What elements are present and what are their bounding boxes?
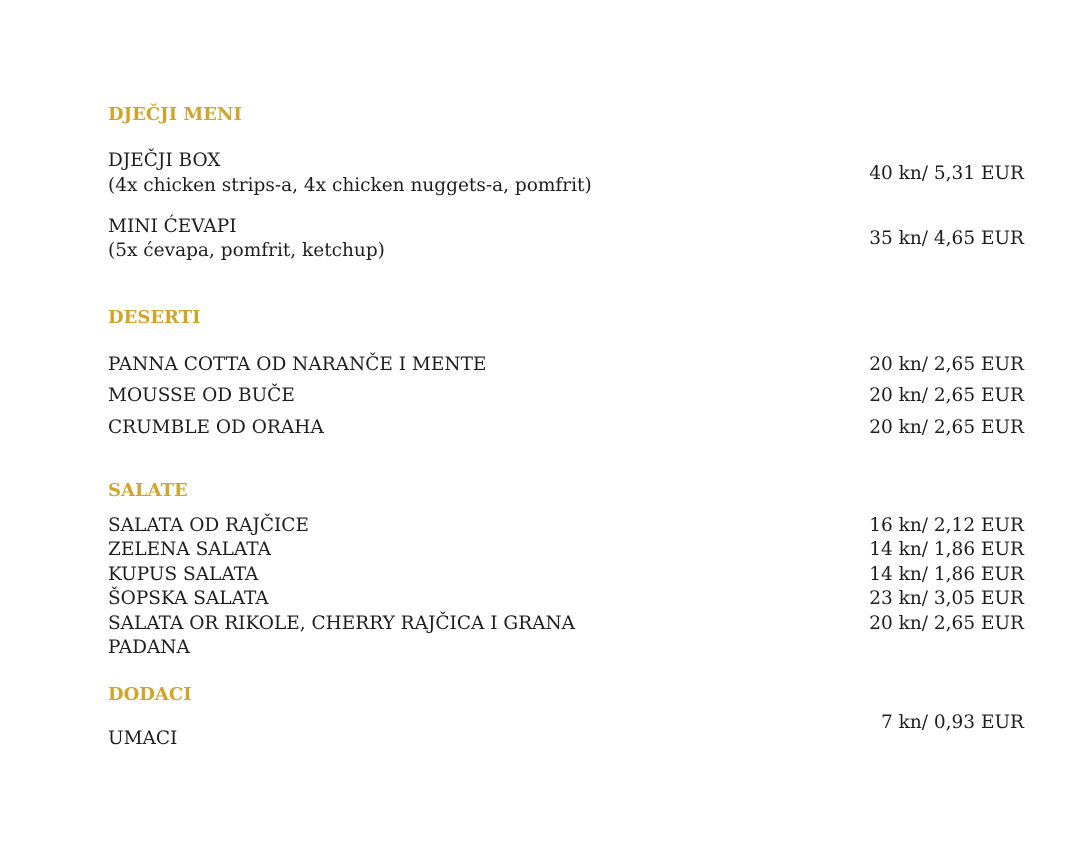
section-title-kids: DJEČJI MENI [108, 104, 242, 125]
menu-item-name: PANNA COTTA OD NARANČE I MENTE [108, 354, 487, 375]
section-title-extras: DODACI [108, 684, 192, 705]
menu-item-price: 23 kn/ 3,05 EUR [869, 588, 1024, 609]
menu-item-price: 20 kn/ 2,65 EUR [869, 354, 1024, 375]
menu-item-name: ŠOPSKA SALATA [108, 588, 269, 609]
menu-item-price: 16 kn/ 2,12 EUR [869, 515, 1024, 536]
menu-item-name: SALATA OD RAJČICE [108, 515, 309, 536]
menu-item-description: (4x chicken strips-a, 4x chicken nuggets-a, pomfrit) [108, 175, 592, 196]
menu-item-price: 40 kn/ 5,31 EUR [869, 163, 1024, 184]
menu-item-price: 20 kn/ 2,65 EUR [869, 417, 1024, 438]
menu-item-price: 20 kn/ 2,65 EUR [869, 385, 1024, 406]
section-title-salads: SALATE [108, 480, 188, 501]
menu-item-name-continued: PADANA [108, 637, 190, 658]
menu-item-price: 14 kn/ 1,86 EUR [869, 539, 1024, 560]
menu-item-name: ZELENA SALATA [108, 539, 271, 560]
menu-item-price: 7 kn/ 0,93 EUR [881, 712, 1024, 733]
menu-item-name: UMACI [108, 728, 178, 749]
section-title-desserts: DESERTI [108, 307, 201, 328]
menu-item-name: SALATA OR RIKOLE, CHERRY RAJČICA I GRANA [108, 613, 576, 634]
menu-item-description: (5x ćevapa, pomfrit, ketchup) [108, 240, 385, 261]
menu-item-name: MOUSSE OD BUČE [108, 385, 295, 406]
menu-item-price: 20 kn/ 2,65 EUR [869, 613, 1024, 634]
menu-item-name: CRUMBLE OD ORAHA [108, 417, 324, 438]
menu-item-name: DJEČJI BOX [108, 150, 221, 171]
menu-item-name: MINI ĆEVAPI [108, 216, 237, 237]
menu-item-price: 14 kn/ 1,86 EUR [869, 564, 1024, 585]
menu-item-name: KUPUS SALATA [108, 564, 259, 585]
menu-item-price: 35 kn/ 4,65 EUR [869, 228, 1024, 249]
